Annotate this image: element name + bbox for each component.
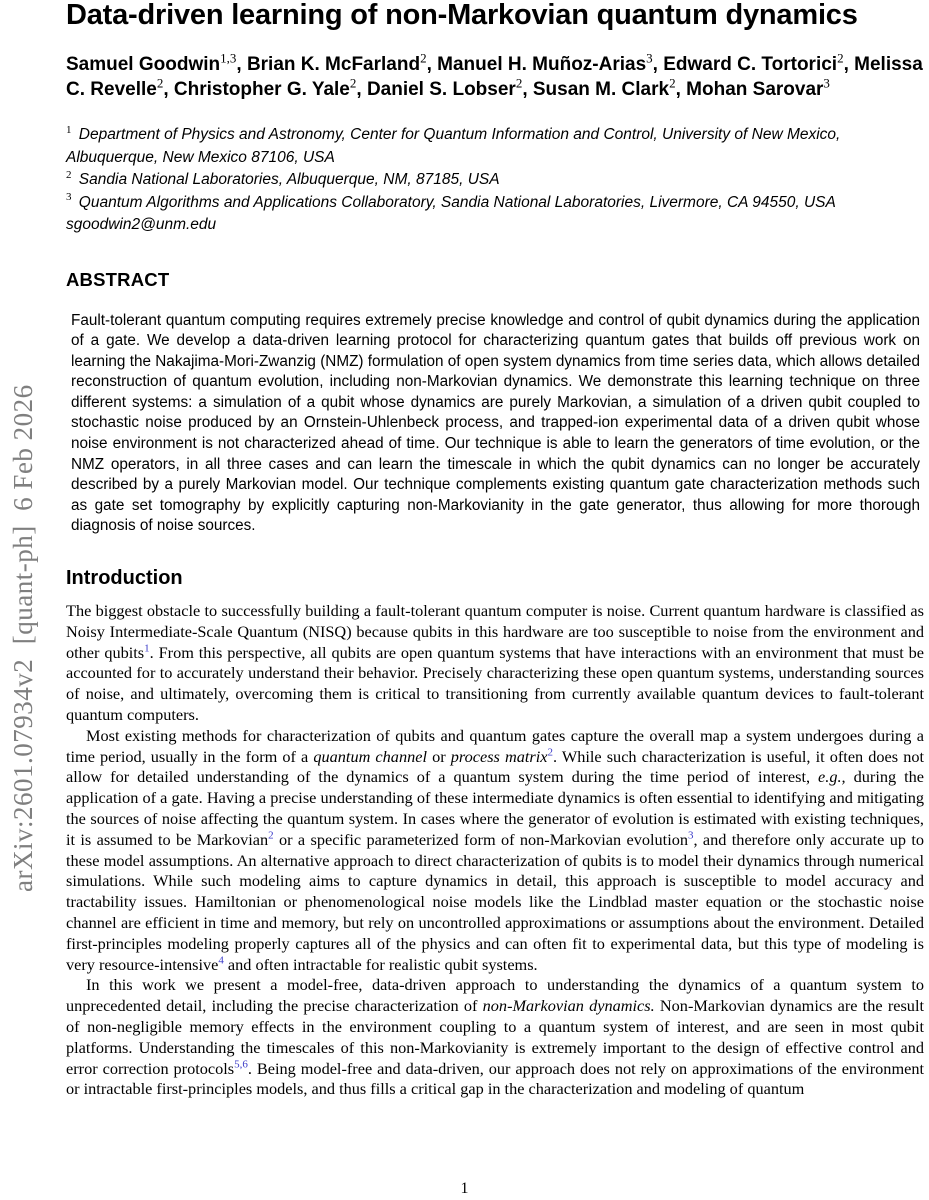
abstract-text: Fault-tolerant quantum computing requires extremely precise knowledge and control of qubit dynamics during the application of a gate. We develop a data-driven learning protocol for characterizing quantum gates that builds off previous work on learning the Nakajima-Mori-Zwanzig (NMZ) formulation of open system dynamics from time series data, which allows detailed reconstruction of quantum evolution, including non-Markovian dynamics. We demonstrate this learning technique on three different systems: a simulation of a qubit whose dynamics are purely Markovian, a simulation of a driven qubit coupled to stochastic noise produced by an Ornstein-Uhlenbeck process, and trapped-ion experimental data of a driven qubit whose noise environment is not characterized ahead of time. Our technique is able to learn the generators of time evolution, or the NMZ operators, in all three cases and can learn the timescale in which the qubit dynamics can no longer be accurately described by a purely Markovian model. Our technique complements existing quantum gate characterization methods such as gate set tomography by explicitly capturing non-Markovianity in the gate generator, thus allowing for more thorough diagnosis of noise sources. [71, 311, 920, 535]
paper-title: Data-driven learning of non-Markovian quantum dynamics [66, 0, 858, 31]
emphasis-text: non-Markovian dynamics. [482, 996, 655, 1016]
author-name: Daniel S. Lobser [366, 79, 516, 100]
author-name: Christopher G. Yale [173, 79, 350, 100]
affiliation: $^1$ Department of Physics and Astronomy, Center for Quantum Information and Control, University of New Mexico, Albuquerque, New Mexico 87106, USA [66, 123, 841, 166]
author-affiliation-marker: 2 [420, 50, 427, 66]
emphasis-text: quantum channel [313, 746, 427, 766]
body-paragraph: In this work we present a model-free, data-driven approach to understanding the dynamics of a quantum system to unprecedented detail, including the precise characterization of non-Markovian dynamics. Non-Markovian dynamics are the result of non-negligible memory effects in the environment coupling to a quantum system of interest, and are seen in most qubit platforms. Understanding the timescales of this non-Markovianity is extremely important to the design of effective control and error correction protocols$^{5,6}$. Being model-free and data-driven, our approach does not rely on approximations of the environment or intractable first-principles models, and thus fills a critical gap in the characterization and modeling of quantum [66, 975, 924, 1099]
introduction-heading: Introduction [66, 567, 183, 590]
author-name: Edward C. Tortorici [663, 54, 838, 75]
body-paragraph: The biggest obstacle to successfully building a fault-tolerant quantum computer is noise. Current quantum hardware is classified as Noisy Intermediate-Scale Quantum (NISQ) because qubits in this hardware are too susceptible to noise from the environment and other qubits$^1$. From this perspective, all qubits are open quantum systems that have interactions with an environment that must be accounted for to accurately understand their behavior. Precisely characterizing these open quantum systems, understanding sources of noise, and ultimately, overcoming them is critical to transitioning from currently available quantum devices to fault-tolerant quantum computers. [66, 601, 925, 725]
affiliation: $^3$ Quantum Algorithms and Applications Collaboratory, Sandia National Laboratories, Livermore, CA 94550, USA [66, 191, 836, 211]
abstract-heading: ABSTRACT [66, 268, 170, 290]
emphasis-text: e.g., [818, 767, 846, 787]
author-affiliation-marker: 1,3 [220, 50, 237, 66]
author-name: Brian K. McFarland [246, 54, 421, 75]
author-affiliation-marker: 2 [837, 50, 844, 66]
citation-link[interactable]: 2 [268, 829, 274, 842]
affiliation-marker: 3 [66, 191, 72, 204]
emphasis-text: process matrix [450, 746, 548, 766]
contact-email: sgoodwin2@unm.edu [66, 216, 217, 233]
author-name: Manuel H. Muñoz-Arias [437, 54, 647, 75]
page-number: 1 [460, 1180, 469, 1197]
arxiv-watermark: arXiv:2601.07934v2 [quant-ph] 6 Feb 2026 [8, 384, 38, 892]
author-affiliation-marker: 2 [515, 75, 523, 91]
citation-link[interactable]: 3 [688, 829, 694, 842]
citation-link[interactable]: 1 [144, 642, 150, 655]
author-list: Samuel Goodwin$^{1,3}$, Brian K. McFarland$^2$, Manuel H. Muñoz-Arias$^3$, Edward C. Tortorici$^2$, Melissa C. Revelle$^2$, Christopher G. Yale$^2$, Daniel S. Lobser$^2$, Susan M. Clark$^2$, Mohan Sarovar$^3$ [66, 50, 923, 100]
author-affiliation-marker: 3 [823, 75, 830, 91]
author-name: Melissa C. Revelle [66, 54, 923, 100]
affiliation-marker: 2 [66, 168, 72, 181]
introduction-body [66, 601, 924, 1100]
author-affiliation-marker: 2 [156, 75, 164, 91]
author-affiliation-marker: 3 [646, 50, 653, 66]
author-name: Susan M. Clark [532, 79, 670, 100]
paper-page [66, 0, 924, 1100]
body-paragraph: Most existing methods for characterization of qubits and quantum gates capture the overall map a system undergoes during a time period, usually in the form of a quantum channel or process matrix$^2$. While such characterization is useful, it often does not allow for detailed understanding of the dynamics of a quantum system during the time period of interest, e.g., during the application of a gate. Having a precise understanding of these intermediate dynamics is often essential to identifying and mitigating the sources of noise affecting the quantum system. In cases where the generator of evolution is estimated with existing techniques, it is assumed to be Markovian$^2$ or a specific parameterized form of non-Markovian evolution$^3$, and therefore only accurate up to these model assumptions. An alternative approach to direct characterization of qubits is to model their dynamics through numerical simulations. While such modeling aims to capture dynamics in detail, this approach is susceptible to model accuracy and tractability issues. Hamiltonian or phenomenological noise models like the Lindblad master equation or the stochastic noise channel are efficient in time and memory, but rely on uncontrolled approximations or assumptions about the environment. Detailed first-principles modeling properly captures all of the physics and can often fit to experimental data, but this type of modeling is very resource-intensive$^4$ and often intractable for realistic qubit systems. [66, 725, 925, 974]
author-affiliation-marker: 2 [669, 75, 676, 91]
affiliation-list [66, 124, 924, 237]
affiliation: $^2$ Sandia National Laboratories, Albuquerque, NM, 87185, USA [66, 168, 500, 188]
citation-link[interactable]: 2 [547, 746, 553, 759]
author-affiliation-marker: 2 [349, 75, 357, 91]
author-name: Mohan Sarovar [686, 79, 824, 100]
affiliation-marker: 1 [66, 123, 72, 136]
citation-link[interactable]: 4 [218, 954, 224, 967]
citation-link[interactable]: 5,6 [234, 1058, 248, 1071]
author-name: Samuel Goodwin [66, 54, 221, 75]
